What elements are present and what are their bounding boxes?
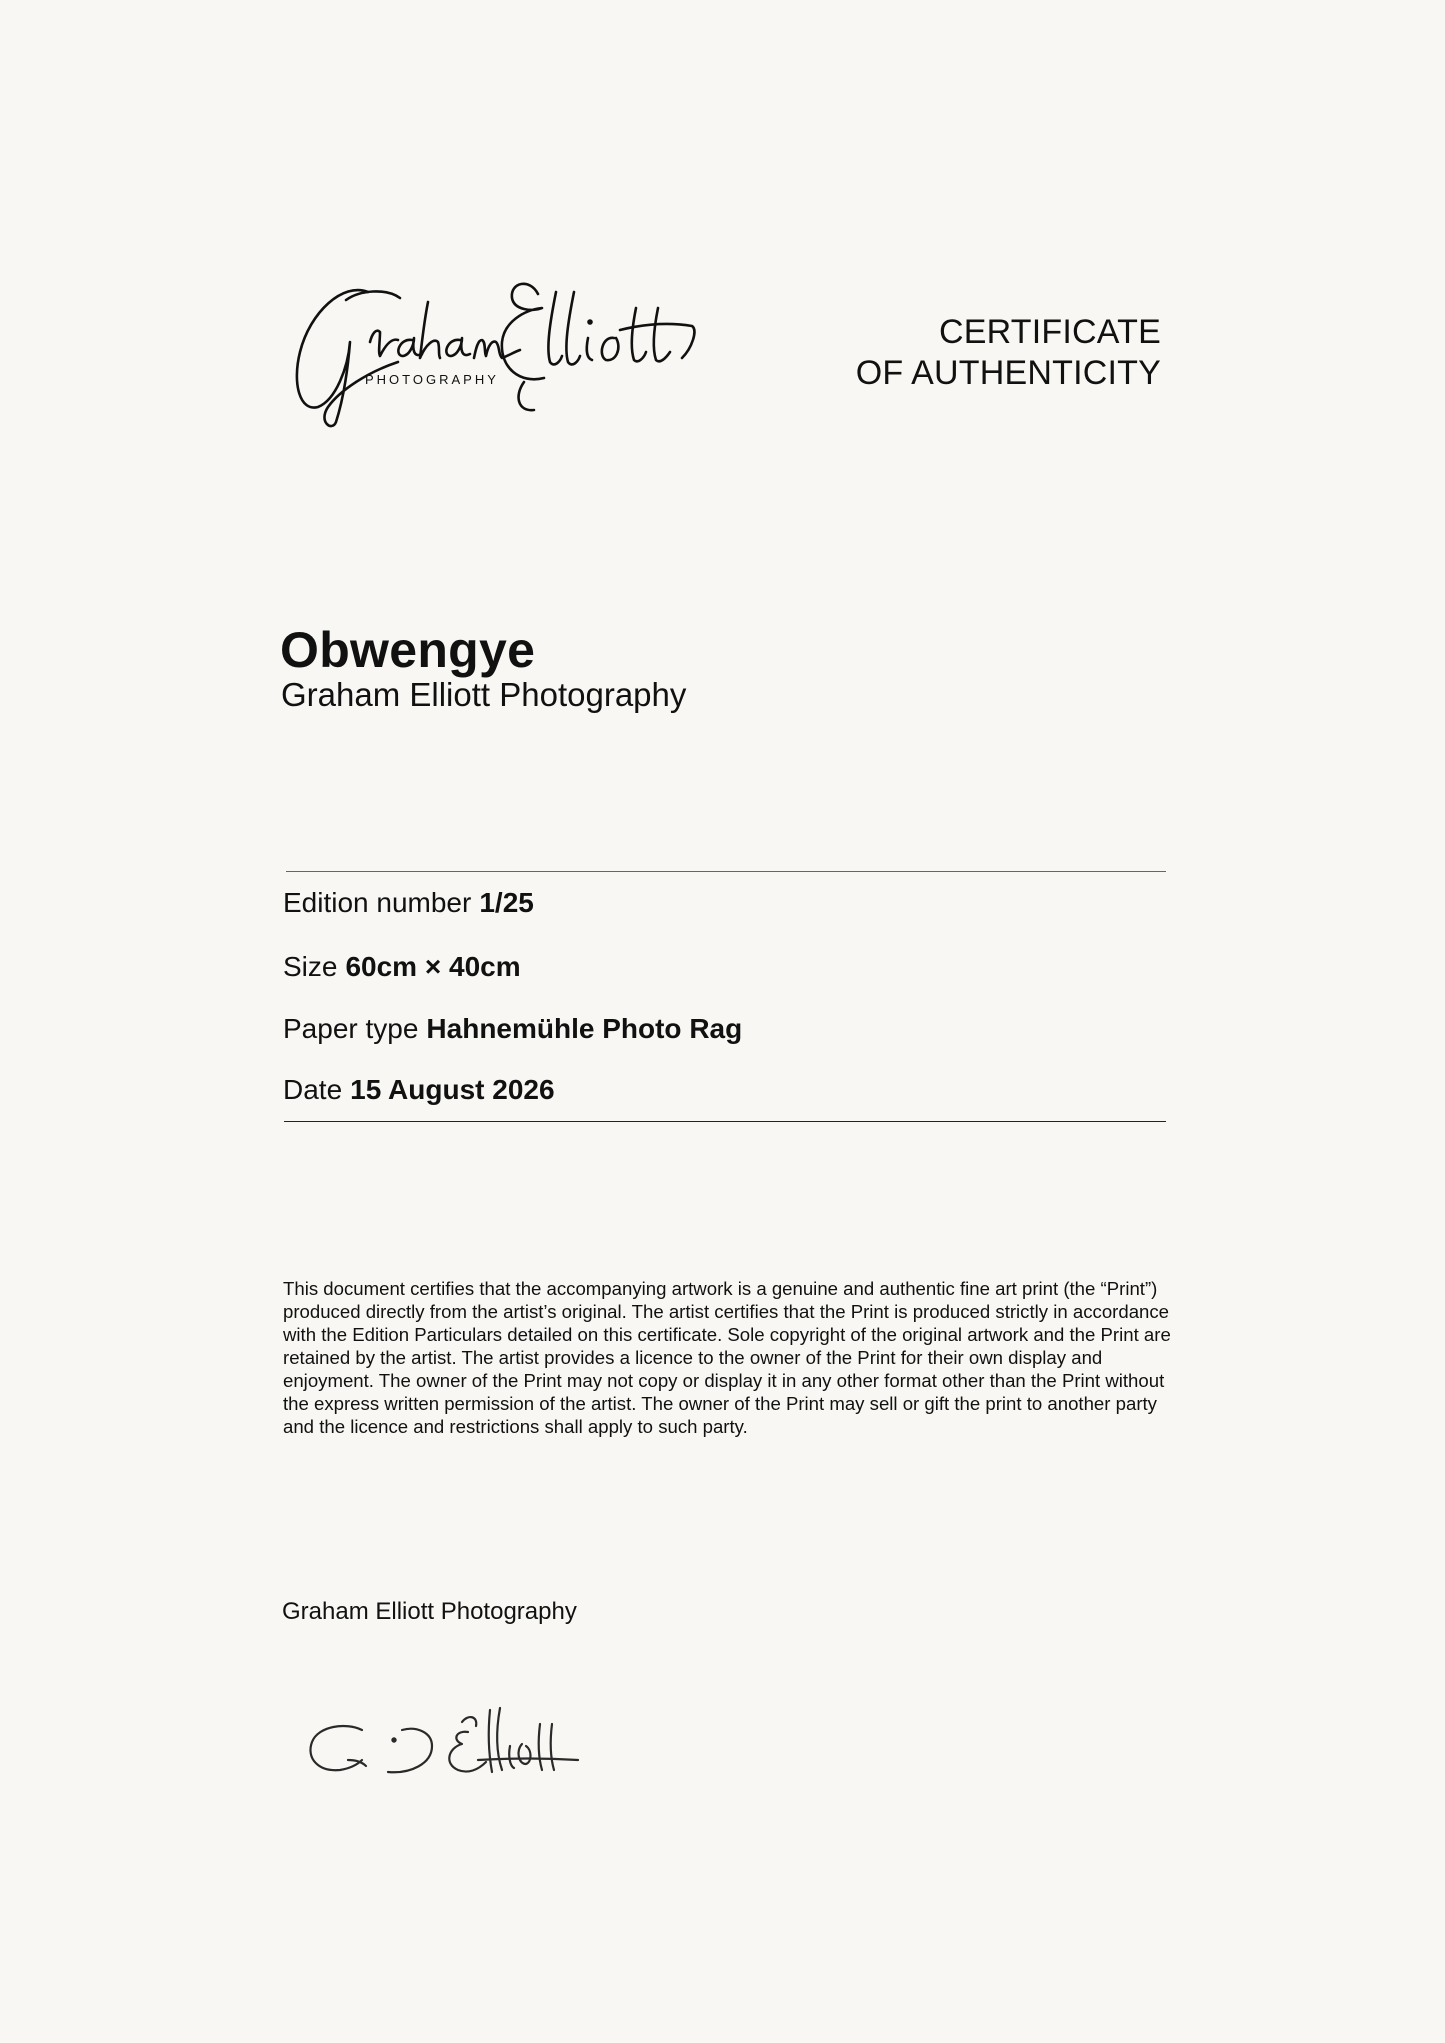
date-value: 15 August 2026 [350,1074,555,1105]
certificate-title-line-1: CERTIFICATE [939,313,1161,351]
size-label: Size [283,951,338,982]
divider-bottom [284,1121,1166,1122]
date-label: Date [283,1074,343,1105]
edition-number-row [283,886,534,920]
artwork-title: Obwengye [280,622,536,678]
size-row [283,950,521,984]
edition-number-value: 1/25 [479,887,534,918]
certificate-title-line-2: OF AUTHENTICITY [855,354,1161,392]
logo-script-graphic [288,272,708,432]
paper-type-row [283,1012,742,1046]
artist-name: Graham Elliott Photography [281,676,687,713]
paper-type-label: Paper type [283,1013,419,1044]
date-row [283,1073,555,1107]
size-value: 60cm × 40cm [345,951,521,982]
paper-type-value: Hahnemühle Photo Rag [426,1013,743,1044]
brand-logo [288,272,708,432]
signatory-name: Graham Elliott Photography [282,1598,577,1625]
divider-top [286,871,1166,872]
signature-graphic [282,1680,692,1830]
certificate-title [856,312,1161,394]
logo-caption: PHOTOGRAPHY [365,372,499,387]
certification-statement: This document certifies that the accompanying artwork is a genuine and authentic fine art print (the “Print”) produced directly from the artist’s original. The artist certifies that the Print is produced strictly in accordance with the Edition Particulars detailed on this certificate. Sole copyright of the original artwork and the Print are retained by the artist. The artist provides a licence to the owner of the Print for their own display and enjoyment. The owner of the Print may not copy or display it in any other format other than the Print without the express written permission of the artist. The owner of the Print may sell or gift the print to another party and the licence and restrictions shall apply to such party. [283,1278,1171,1437]
handwritten-signature [282,1680,692,1830]
edition-number-label: Edition number [283,887,472,918]
